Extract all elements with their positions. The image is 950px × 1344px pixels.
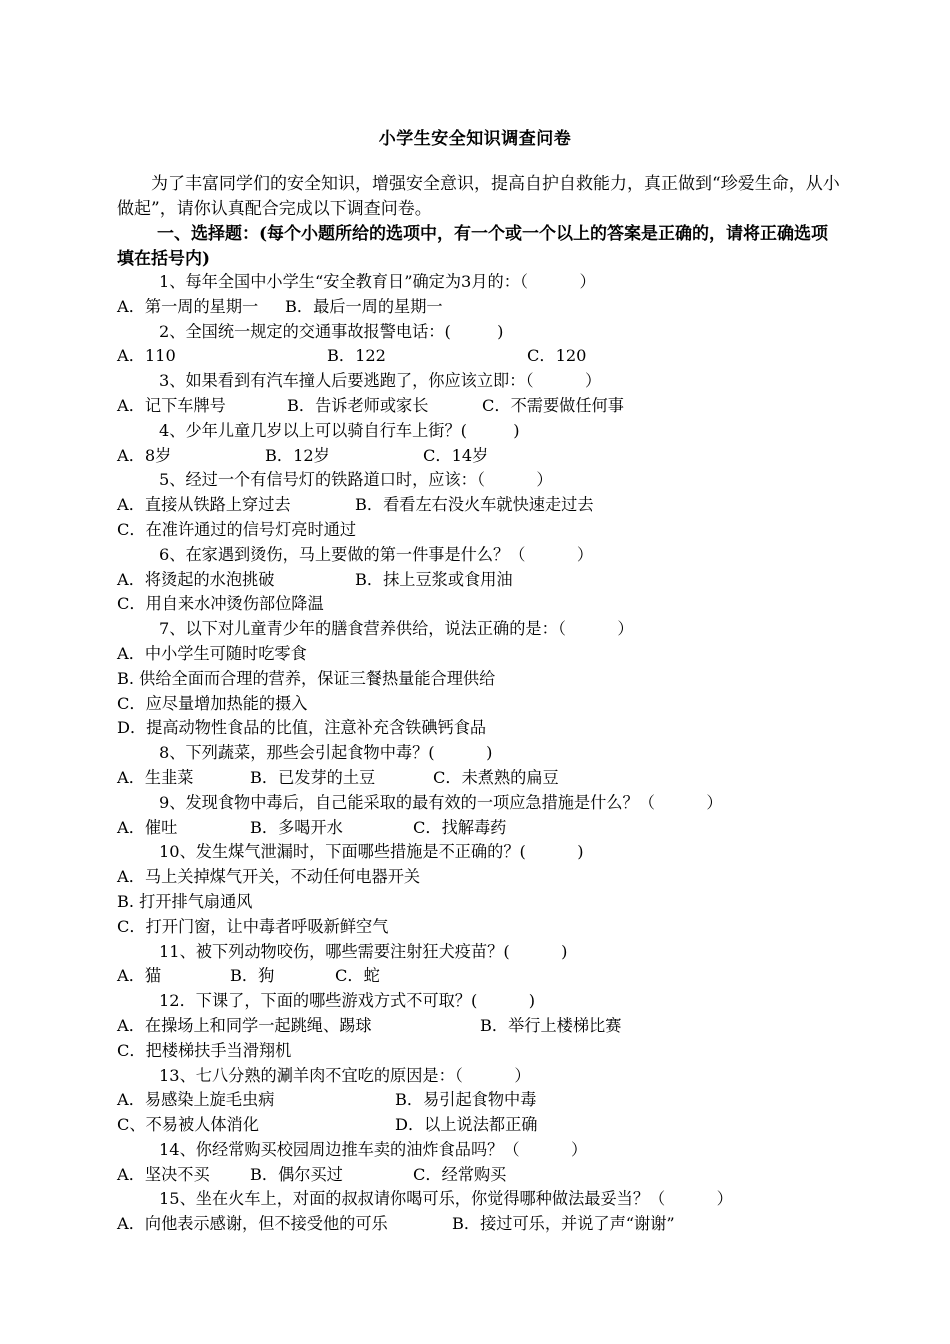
option: C．120 — [527, 346, 587, 366]
option: B．偶尔买过 — [250, 1164, 343, 1184]
option-row — [117, 493, 842, 518]
option-row — [117, 816, 842, 841]
option: C．在准许通过的信号灯亮时通过 — [117, 519, 357, 539]
option-row — [117, 1113, 842, 1138]
option: D．以上说法都正确 — [395, 1115, 538, 1135]
option: C．不需要做任何事 — [482, 395, 624, 415]
option: B．狗 — [230, 966, 275, 986]
option: A．第一周的星期一 — [117, 296, 259, 316]
option: B. 供给全面而合理的营养，保证三餐热量能合理供给 — [117, 668, 496, 688]
option-row — [117, 915, 842, 940]
option: B．抹上豆浆或食用油 — [355, 569, 513, 589]
option-row — [117, 568, 842, 593]
option-row — [117, 394, 842, 419]
question-4: 4、少年儿童几岁以上可以骑自行车上街？( ) — [159, 420, 520, 440]
option: A．直接从铁路上穿过去 — [117, 495, 291, 515]
option-row — [117, 344, 842, 369]
option-row — [117, 592, 842, 617]
option: A．坚决不买 — [117, 1164, 210, 1184]
page-title: 小学生安全知识调查问卷 — [378, 129, 572, 149]
question-9: 9、发现食物中毒后，自己能采取的最有效的一项应急措施是什么？（ ） — [159, 792, 723, 812]
option: B．看看左右没火车就快速走过去 — [355, 495, 594, 515]
option: B. 打开排气扇通风 — [117, 891, 253, 911]
option: A．马上关掉煤气开关，不动任何电器开关 — [117, 867, 421, 887]
option-row — [117, 865, 842, 890]
option: C．14岁 — [423, 445, 489, 465]
question-2: 2、全国统一规定的交通事故报警电话：( ) — [159, 321, 504, 341]
option: A．中小学生可随时吃零食 — [117, 643, 307, 663]
option: B．接过可乐，并说了声“谢谢” — [452, 1214, 675, 1234]
question-10: 10、发生煤气泄漏时，下面哪些措施是不正确的？( ) — [159, 842, 584, 862]
option-row — [117, 1014, 842, 1039]
question-8: 8、下列蔬菜，那些会引起食物中毒？( ) — [159, 743, 493, 763]
question-7: 7、以下对儿童青少年的膳食营养供给，说法正确的是：（ ） — [159, 619, 634, 639]
option-row — [117, 766, 842, 791]
option: A．8岁 — [117, 445, 172, 465]
question-13: 13、七八分熟的涮羊肉不宜吃的原因是：（ ） — [159, 1065, 531, 1085]
option: A．生韭菜 — [117, 767, 194, 787]
question-12: 12．下课了，下面的哪些游戏方式不可取？( ) — [159, 991, 536, 1011]
option-row — [117, 716, 842, 741]
option: C．找解毒药 — [413, 817, 507, 837]
option-row — [117, 444, 842, 469]
option-row — [117, 964, 842, 989]
option: A．将烫起的水泡挑破 — [117, 569, 275, 589]
option-row — [117, 692, 842, 717]
option: C、不易被人体消化 — [117, 1115, 259, 1135]
intro-paragraph: 为了丰富同学们的安全知识，增强安全意识，提高自护自救能力，真正做到“珍爱生命，从小做起”，请你认真配合完成以下调查问卷。 — [117, 174, 840, 219]
option: B．122 — [327, 346, 386, 366]
option-row — [117, 1039, 842, 1064]
option: A．在操场上和同学一起跳绳、踢球 — [117, 1015, 372, 1035]
option: D．提高动物性食品的比值，注意补充含铁碘钙食品 — [117, 718, 487, 738]
option: A．猫 — [117, 966, 162, 986]
option-row — [117, 295, 842, 320]
question-6: 6、在家遇到烫伤，马上要做的第一件事是什么？（ ） — [159, 544, 594, 564]
option: C．蛇 — [335, 966, 380, 986]
option-row — [117, 1088, 842, 1113]
option-row — [117, 518, 842, 543]
option: C．用自来水冲烫伤部位降温 — [117, 594, 324, 614]
option: C．经常购买 — [413, 1164, 507, 1184]
option: C．应尽量增加热能的摄入 — [117, 693, 308, 713]
section-heading: 一、选择题：(每个小题所给的选项中，有一个或一个以上的答案是正确的，请将正确选项填在括号内) — [117, 224, 829, 269]
option: B．多喝开水 — [250, 817, 343, 837]
option: B．12岁 — [265, 445, 330, 465]
option: A．记下车牌号 — [117, 395, 226, 415]
question-11: 11、被下列动物咬伤，哪些需要注射狂犬疫苗？( ) — [159, 941, 568, 961]
option: B．已发芽的土豆 — [250, 767, 376, 787]
question-list — [117, 270, 842, 1237]
question-5: 5、经过一个有信号灯的铁路道口时，应该：（ ） — [159, 470, 553, 490]
option: C．未煮熟的扁豆 — [433, 767, 559, 787]
question-15: 15、坐在火车上，对面的叔叔请你喝可乐，你觉得哪种做法最妥当？（ ） — [159, 1189, 733, 1209]
option-row — [117, 1163, 842, 1188]
option-row — [117, 642, 842, 667]
option: A．向他表示感谢，但不接受他的可乐 — [117, 1214, 388, 1234]
option: B．举行上楼梯比赛 — [480, 1015, 622, 1035]
option-row — [117, 890, 842, 915]
option: A．催吐 — [117, 817, 178, 837]
option-row — [117, 1212, 842, 1237]
option: B．最后一周的星期一 — [285, 296, 443, 316]
option: B．易引起食物中毒 — [395, 1090, 537, 1110]
question-1: 1、每年全国中小学生“安全教育日”确定为3月的：（ ） — [159, 272, 596, 291]
option-row — [117, 667, 842, 692]
option: A．110 — [117, 346, 176, 366]
question-3: 3、如果看到有汽车撞人后要逃跑了，你应该立即：（ ） — [159, 371, 602, 391]
question-14: 14、你经常购买校园周边推车卖的油炸食品吗？（ ） — [159, 1139, 588, 1159]
option: C．把楼梯扶手当滑翔机 — [117, 1040, 292, 1060]
option: C．打开门窗，让中毒者呼吸新鲜空气 — [117, 916, 389, 936]
option: B．告诉老师或家长 — [287, 395, 429, 415]
option: A．易感染上旋毛虫病 — [117, 1090, 275, 1110]
